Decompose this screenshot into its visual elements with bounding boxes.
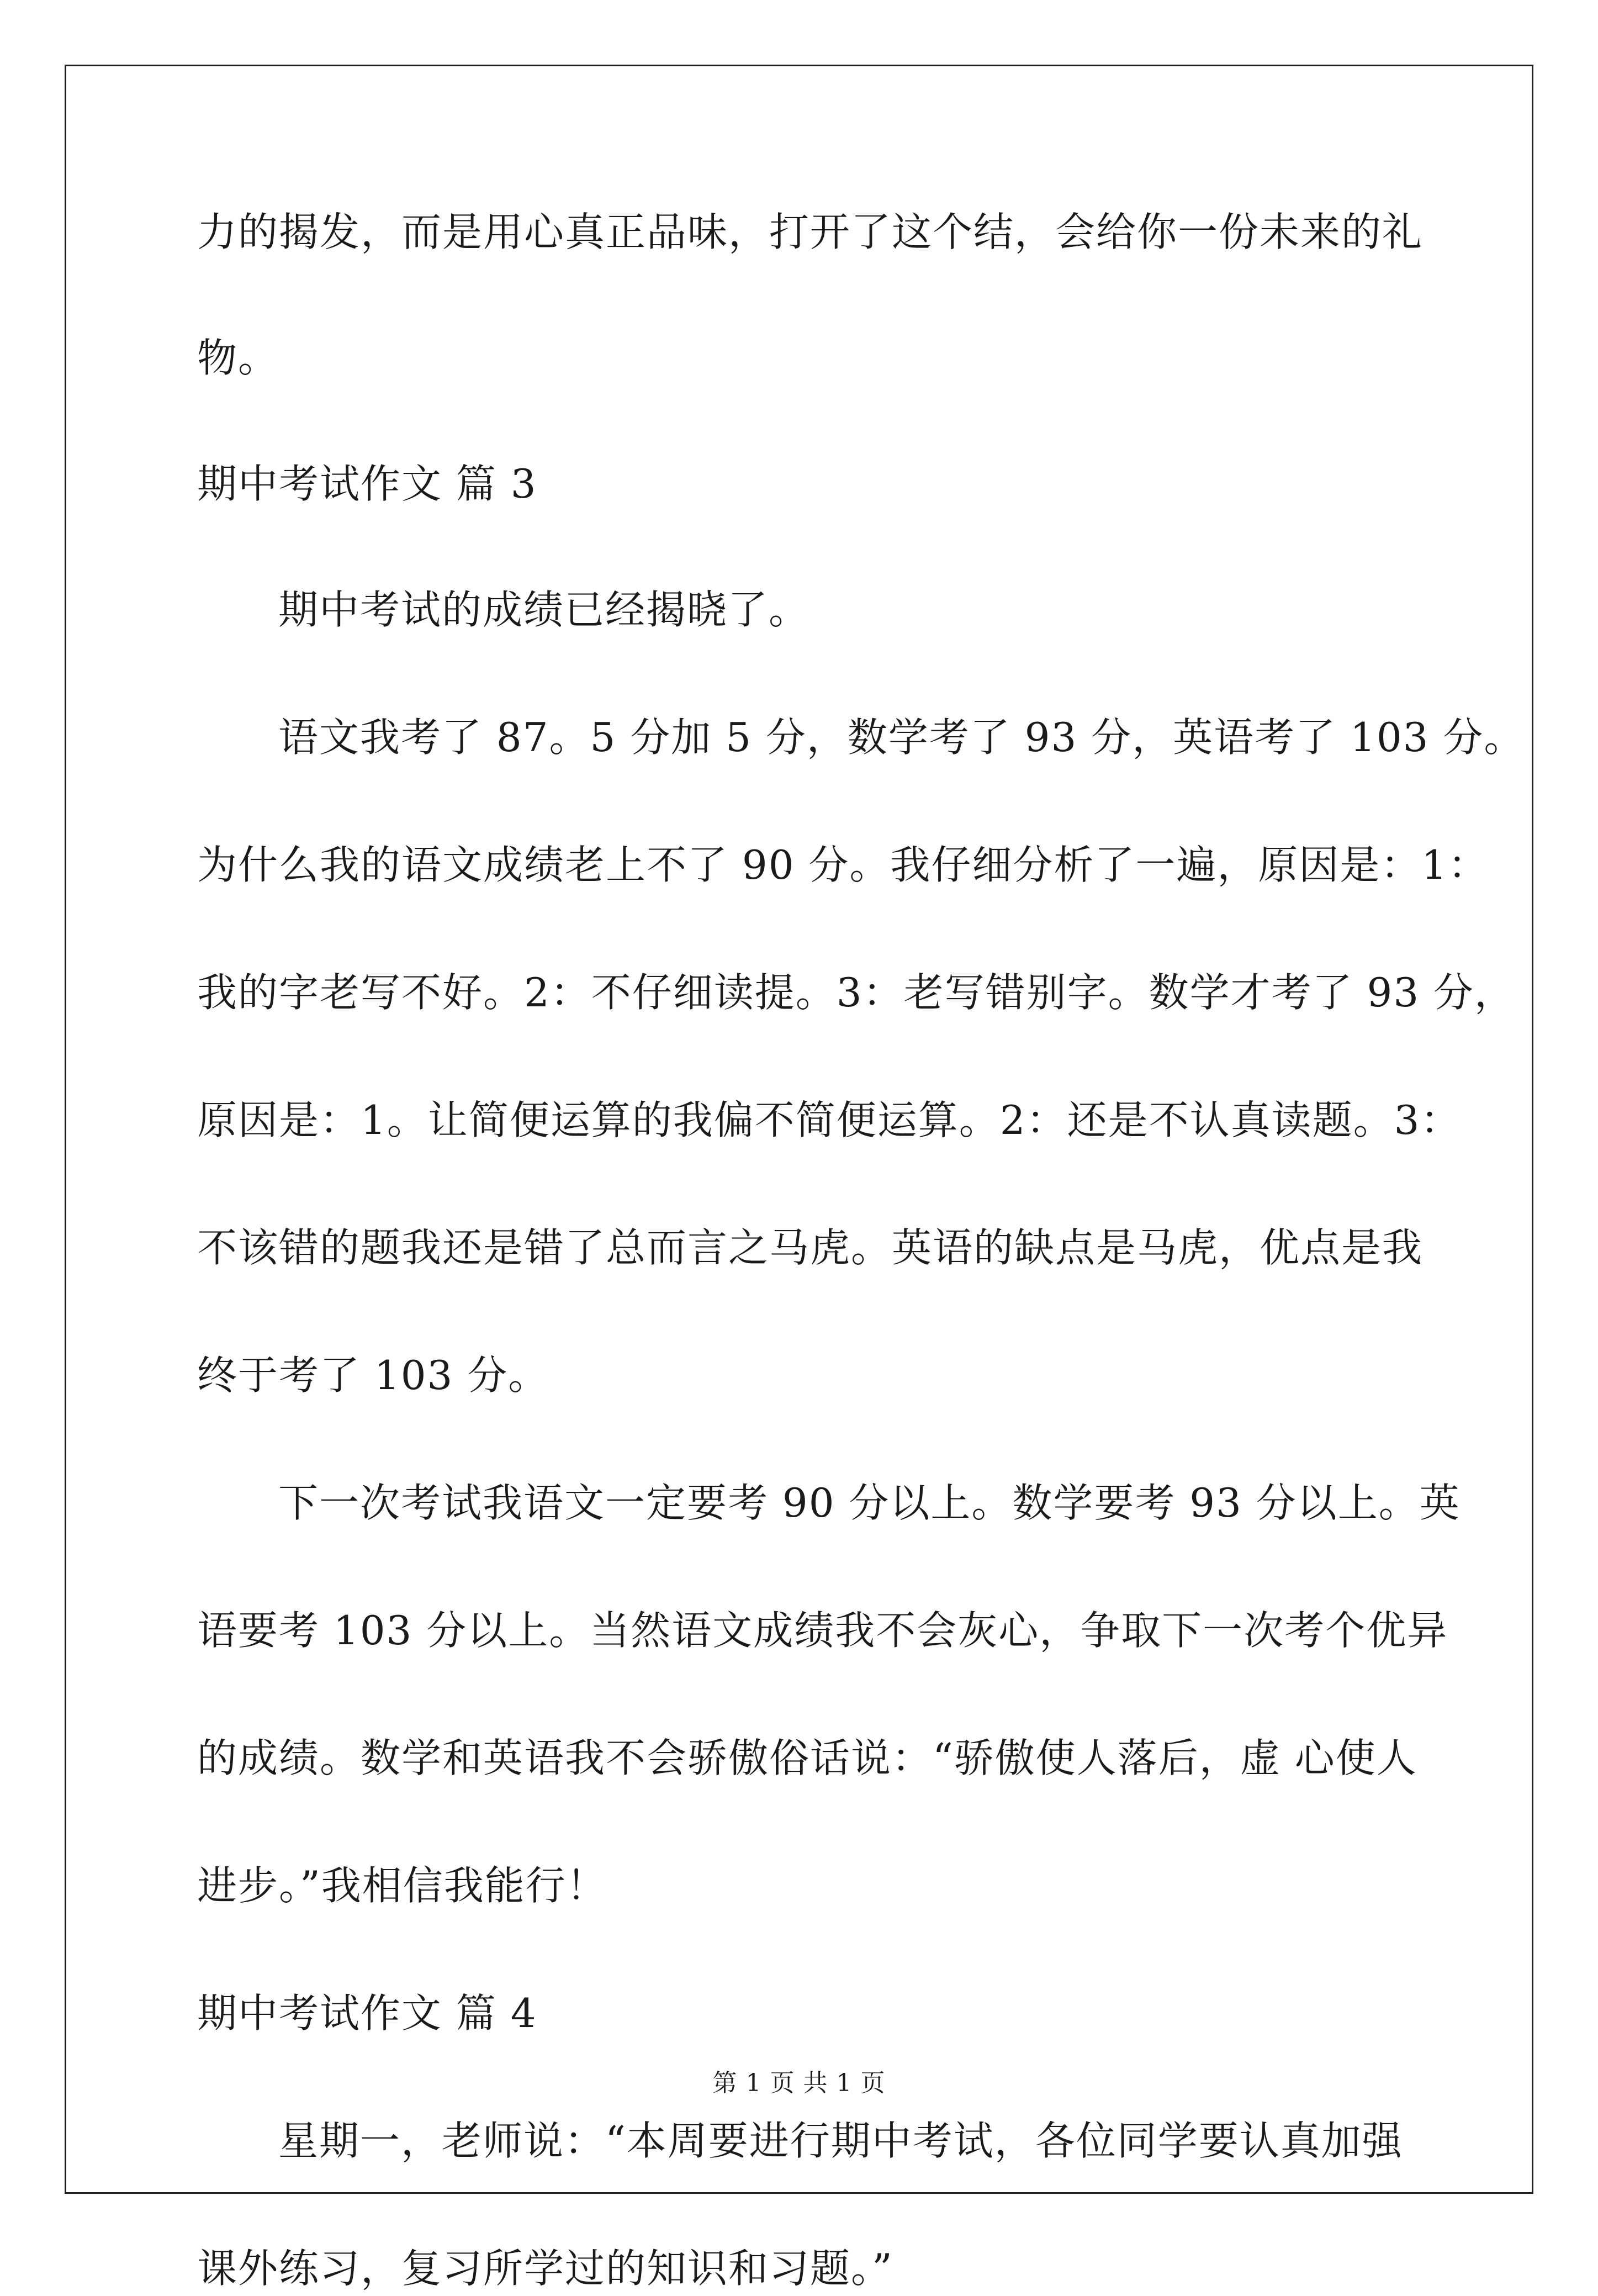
section-heading: 期中考试作文 篇 3 <box>197 461 537 507</box>
paragraph-line: 进步。”我相信我能行！ <box>197 1862 607 1909</box>
paragraph-line: 语要考 103 分以上。当然语文成绩我不会灰心，争取下一次考个优异 <box>197 1607 1448 1654</box>
paragraph-line: 为什么我的语文成绩老上不了 90 分。我仔细分析了一遍，原因是：1： <box>197 842 1489 888</box>
paragraph-line: 力的揭发，而是用心真正品味，打开了这个结，会给你一份未来的礼 <box>197 209 1424 255</box>
paragraph-line: 我的字老写不好。2：不仔细读提。3：老写错别字。数学才考了 93 分， <box>197 969 1516 1016</box>
paragraph-line: 语文我考了 87。5 分加 5 分，数学考了 93 分，英语考了 103 分。 <box>278 714 1525 761</box>
paragraph-line: 不该错的题我还是错了总而言之马虎。英语的缺点是马虎，优点是我 <box>197 1224 1424 1271</box>
section-heading: 期中考试作文 篇 4 <box>197 1990 537 2036</box>
document-body <box>197 204 1525 2296</box>
paragraph-line: 的成绩。数学和英语我不会骄傲俗话说：“骄傲使人落后，虚 心使人 <box>197 1735 1417 1781</box>
paragraph-line: 物。 <box>197 335 279 381</box>
paragraph-line: 终于考了 103 分。 <box>197 1352 549 1398</box>
page-number-footer: 第 1 页 共 1 页 <box>712 2069 886 2097</box>
paragraph-line: 课外练习，复习所学过的知识和习题。” <box>197 2245 893 2292</box>
paragraph-line: 下一次考试我语文一定要考 90 分以上。数学要考 93 分以上。英 <box>278 1480 1461 1526</box>
paragraph-line: 星期一，老师说：“本周要进行期中考试，各位同学要认真加强 <box>278 2118 1403 2164</box>
paragraph-line: 期中考试的成绩已经揭晓了。 <box>278 587 810 633</box>
paragraph-line: 原因是：1。让简便运算的我偏不简便运算。2：还是不认真读题。3： <box>197 1097 1462 1143</box>
